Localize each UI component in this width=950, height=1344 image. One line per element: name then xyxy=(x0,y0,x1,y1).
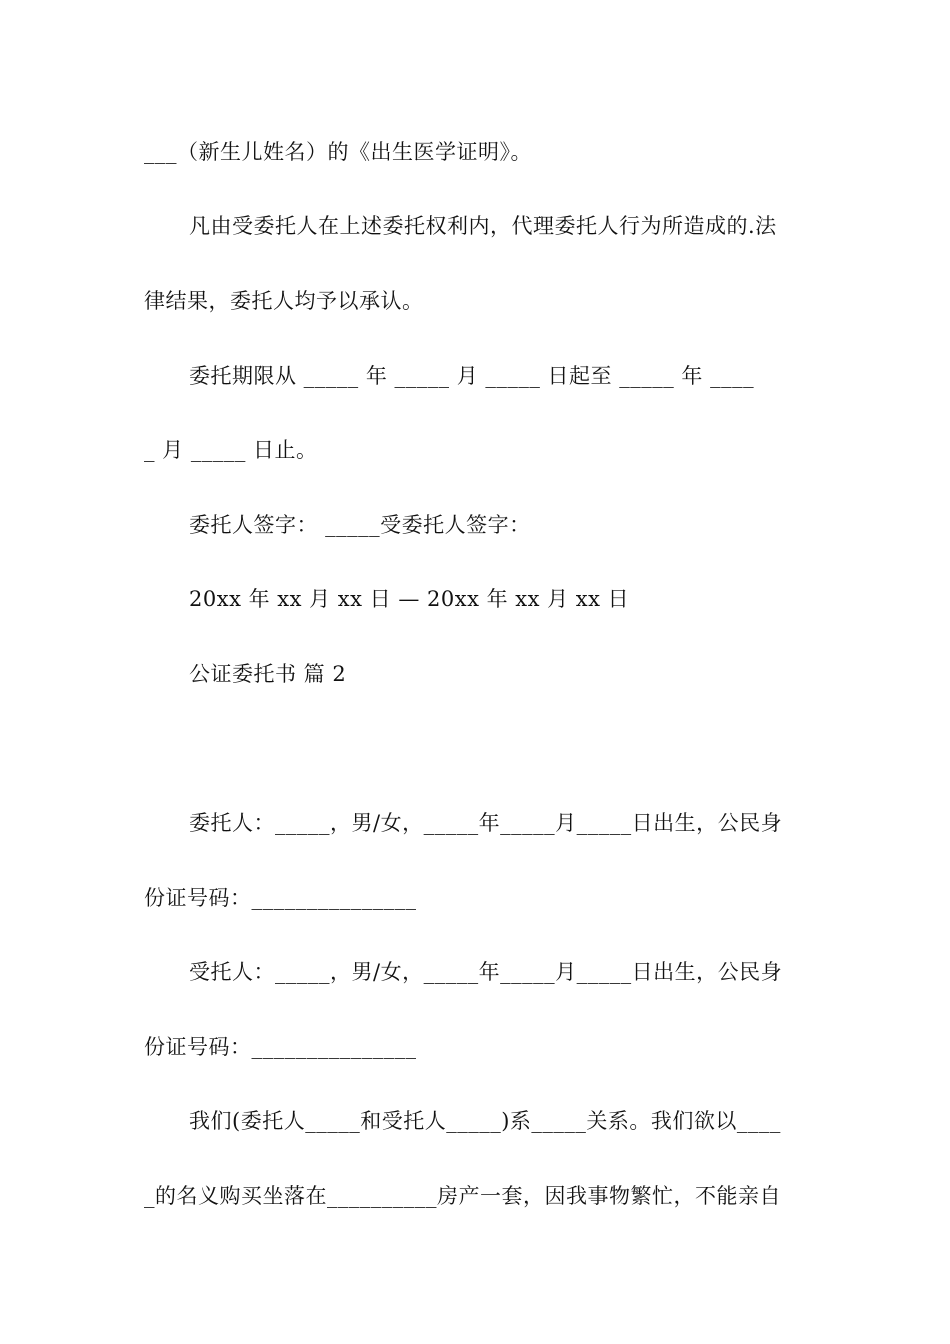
paragraph-line-5: _ 月 _____ 日止。 xyxy=(144,438,318,462)
paragraph-line-12: 份证号码：_______________ xyxy=(144,1035,417,1059)
paragraph-line-3: 律结果，委托人均予以承认。 xyxy=(144,289,424,313)
paragraph-line-1: ___（新生儿姓名）的《出生医学证明》。 xyxy=(144,140,532,164)
paragraph-line-9: 委托人：_____，男/女，_____年_____月_____日出生，公民身 xyxy=(189,811,783,835)
section-heading: 公证委托书 篇 2 xyxy=(189,662,347,686)
date-line: 20xx 年 xx 月 xx 日 — 20xx 年 xx 月 xx 日 xyxy=(189,587,630,611)
paragraph-line-11: 受托人：_____，男/女，_____年_____月_____日出生，公民身 xyxy=(189,960,783,984)
paragraph-line-14: _的名义购买坐落在__________房产一套，因我事物繁忙，不能亲自 xyxy=(144,1184,781,1208)
paragraph-line-2: 凡由受委托人在上述委托权利内，代理委托人行为所造成的.法 xyxy=(189,214,777,238)
paragraph-line-4: 委托期限从 _____ 年 _____ 月 _____ 日起至 _____ 年 ____ xyxy=(189,364,755,388)
signature-line: 委托人签字： _____受委托人签字： xyxy=(189,513,531,537)
paragraph-line-10: 份证号码：_______________ xyxy=(144,886,417,910)
paragraph-line-13: 我们(委托人_____和受托人_____)系_____关系。我们欲以____ xyxy=(189,1109,781,1133)
